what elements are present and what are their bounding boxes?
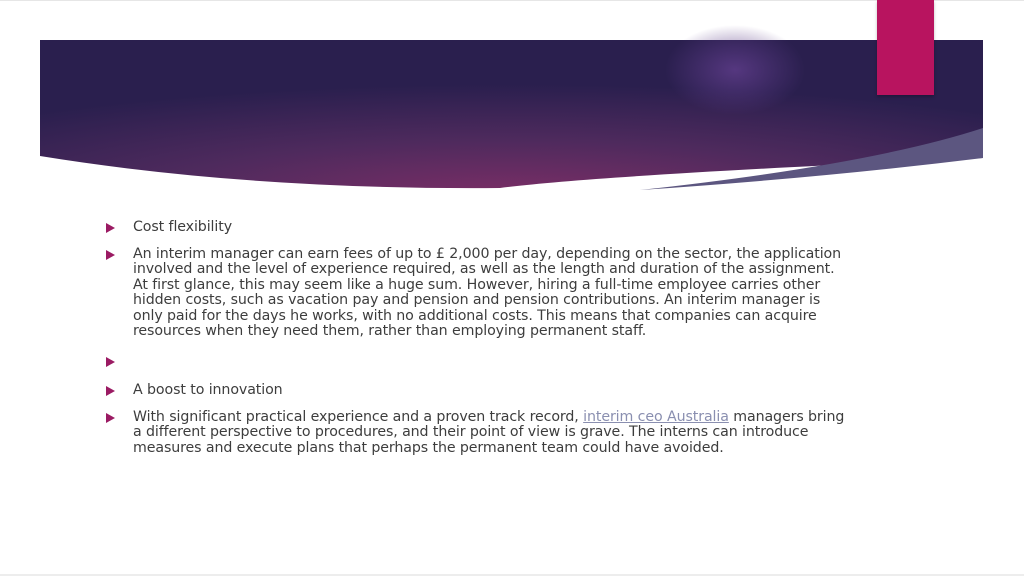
header-banner — [0, 0, 1024, 200]
bullet-item — [106, 247, 846, 340]
bullet-list — [106, 220, 846, 456]
triangle-bullet-icon — [106, 223, 115, 233]
triangle-bullet-icon — [106, 413, 115, 423]
banner-glow — [665, 25, 805, 115]
bullet-item — [106, 354, 846, 370]
bullet-item — [106, 220, 846, 236]
triangle-bullet-icon — [106, 357, 115, 367]
bullet-item — [106, 383, 846, 399]
bullet-text-before: With significant practical experience and a proven track record, — [133, 408, 584, 425]
triangle-bullet-icon — [106, 386, 115, 396]
bullet-text: An interim manager can earn fees of up to £ 2,000 per day, depending on the sector, the application involved and the level of experience required, as well as the length and duration of the assignment. At first glance, this may seem like a huge sum. However, hiring a full-time employee carries other hidden costs, such as vacation pay and pension and pension contributions. An interim manager is only paid for the days he works, with no additional costs. This means that companies can acquire resources when they need them, rather than employing permanent staff. — [133, 245, 842, 339]
interim-ceo-link[interactable]: interim ceo Australia — [583, 408, 729, 425]
bullet-text: Cost flexibility — [133, 219, 232, 235]
bullet-item — [106, 410, 846, 457]
bullet-text: A boost to innovation — [133, 382, 283, 398]
bullet-text-after: managers bring a different perspective to procedures, and their point of view is grave. The interns can introduce measures and execute plans that perhaps the permanent team could have avoided. — [133, 408, 845, 456]
accent-tab — [877, 0, 934, 95]
triangle-bullet-icon — [106, 250, 115, 260]
